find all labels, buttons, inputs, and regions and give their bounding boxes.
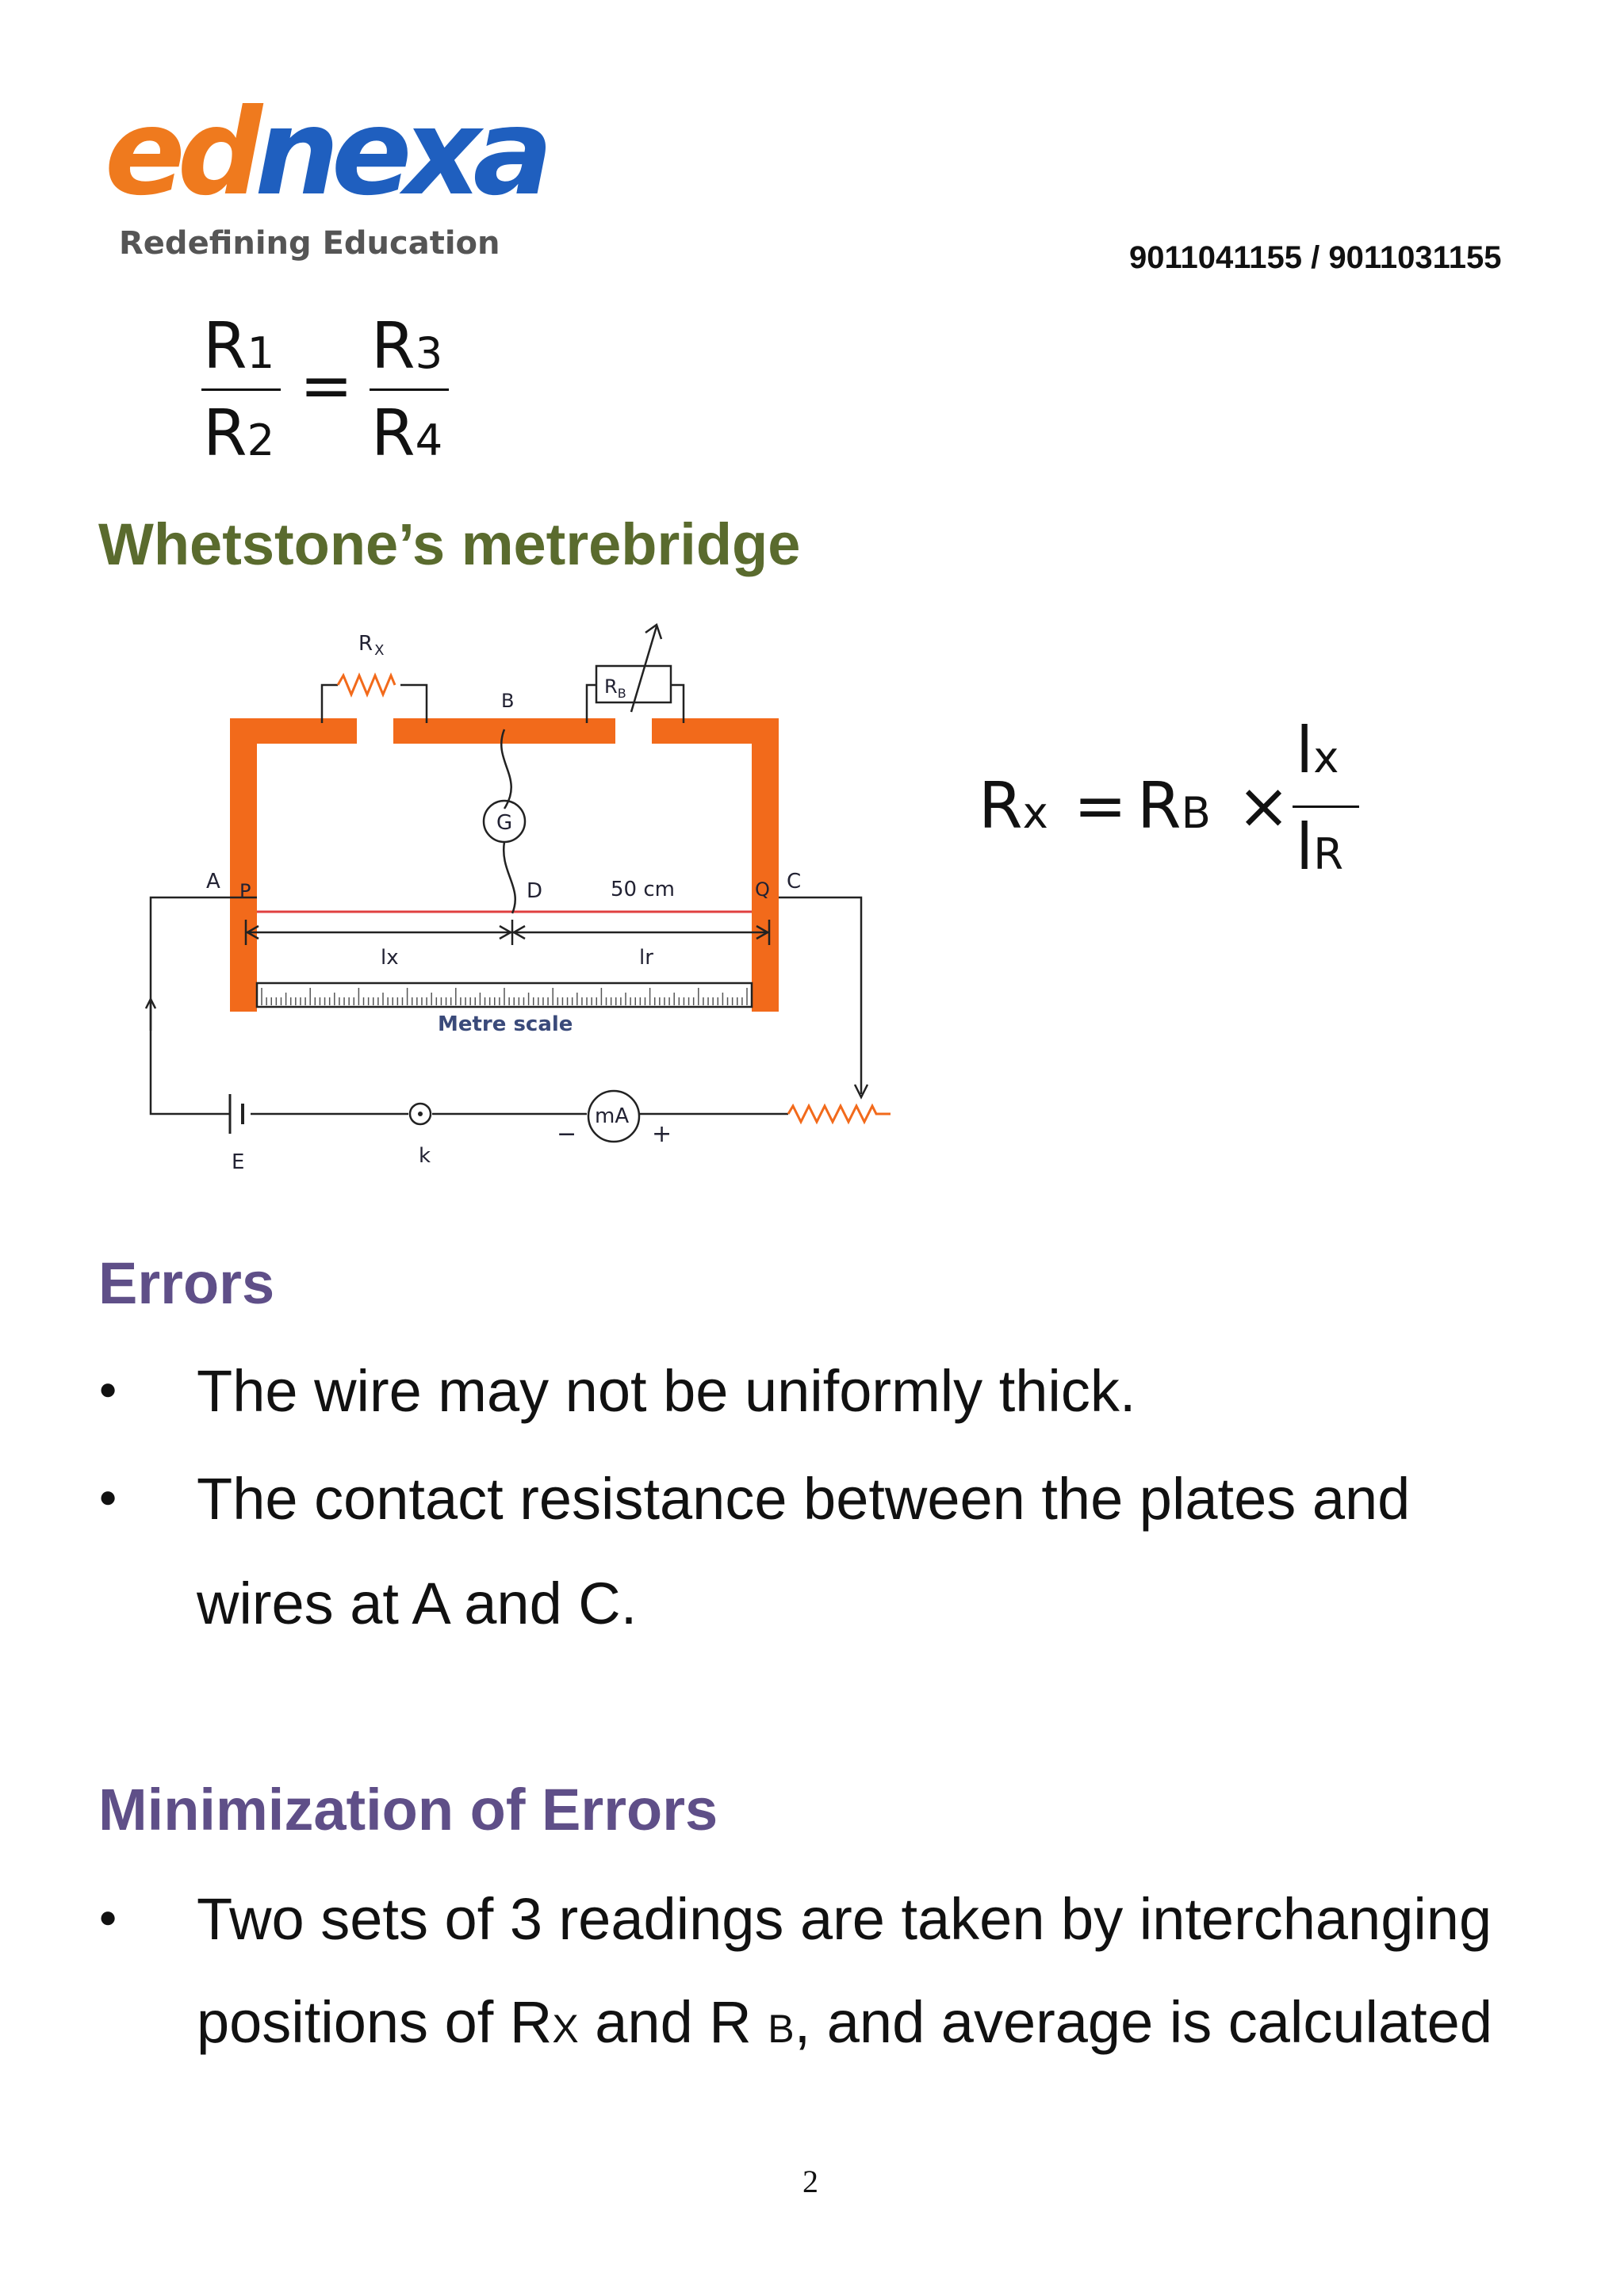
label-lx: lx [381, 946, 399, 970]
bullet-icon: ● [98, 1372, 118, 1406]
label-c: C [787, 870, 802, 894]
error-item-1: The wire may not be uniformly thick. [197, 1358, 1136, 1424]
label-rb: $R_B$ [604, 675, 626, 701]
balance-formula [198, 309, 468, 484]
label-a: A [206, 870, 220, 894]
rx-fraction-bar [1293, 806, 1359, 808]
label-g: G [496, 811, 513, 835]
error-item-2: The contact resistance between the plates and [197, 1466, 1411, 1532]
times-sign: × [1237, 769, 1291, 843]
logo [105, 84, 546, 222]
label-length: 50 cm [611, 878, 675, 901]
label-p: P [239, 880, 251, 902]
label-plus: + [652, 1120, 672, 1148]
error-item-2-continued: wires at A and C. [197, 1571, 638, 1636]
label-d: D [527, 879, 543, 903]
label-lr: lr [639, 946, 653, 970]
logo-nexa: nexa [255, 84, 546, 222]
phone-numbers: 9011041155 / 9011031155 [1129, 240, 1502, 275]
metre-bridge-diagram [119, 618, 959, 1189]
rb-term: RB [1137, 769, 1211, 843]
label-ma: mA [595, 1104, 630, 1128]
formula-r2: R2 [203, 396, 275, 470]
minimization-item-line-2: positions of RX and R B, and average is calculated [197, 1989, 1492, 2055]
bullet-icon: ● [98, 1479, 118, 1514]
page-number: 2 [802, 2164, 818, 2199]
formula-r3: R3 [371, 309, 443, 383]
label-minus: − [557, 1120, 577, 1148]
label-q: Q [755, 878, 770, 901]
fraction-numerator: lx [1296, 714, 1339, 787]
rx-resistor [338, 675, 395, 695]
errors-title: Errors [98, 1250, 275, 1316]
bullet-icon: ● [98, 1900, 118, 1934]
formula-r4: R4 [371, 396, 443, 470]
label-k: k [419, 1144, 431, 1168]
minimization-item-line-1: Two sets of 3 readings are taken by interchanging [197, 1886, 1492, 1952]
formula-equals: = [300, 349, 354, 423]
formula-r1: R1 [203, 309, 275, 383]
logo-tagline: Redefining Education [119, 225, 500, 262]
scale-ticks [262, 988, 747, 1005]
fraction-denominator: lR [1296, 810, 1344, 884]
rx-term: Rx [979, 769, 1048, 843]
section-title: Whetstone’s metrebridge [98, 511, 801, 577]
label-e: E [232, 1150, 245, 1174]
minimization-title: Minimization of Errors [98, 1777, 718, 1843]
rx-formula [979, 714, 1375, 904]
rheostat [788, 1106, 891, 1122]
rx-equals: = [1074, 769, 1128, 843]
label-metre-scale: Metre scale [438, 1012, 573, 1036]
label-b: B [501, 690, 515, 712]
logo-ed: ed [105, 84, 255, 222]
fraction-bar-left [201, 388, 281, 391]
label-rx: R $_X$ [358, 632, 385, 659]
fraction-bar-right [370, 388, 449, 391]
